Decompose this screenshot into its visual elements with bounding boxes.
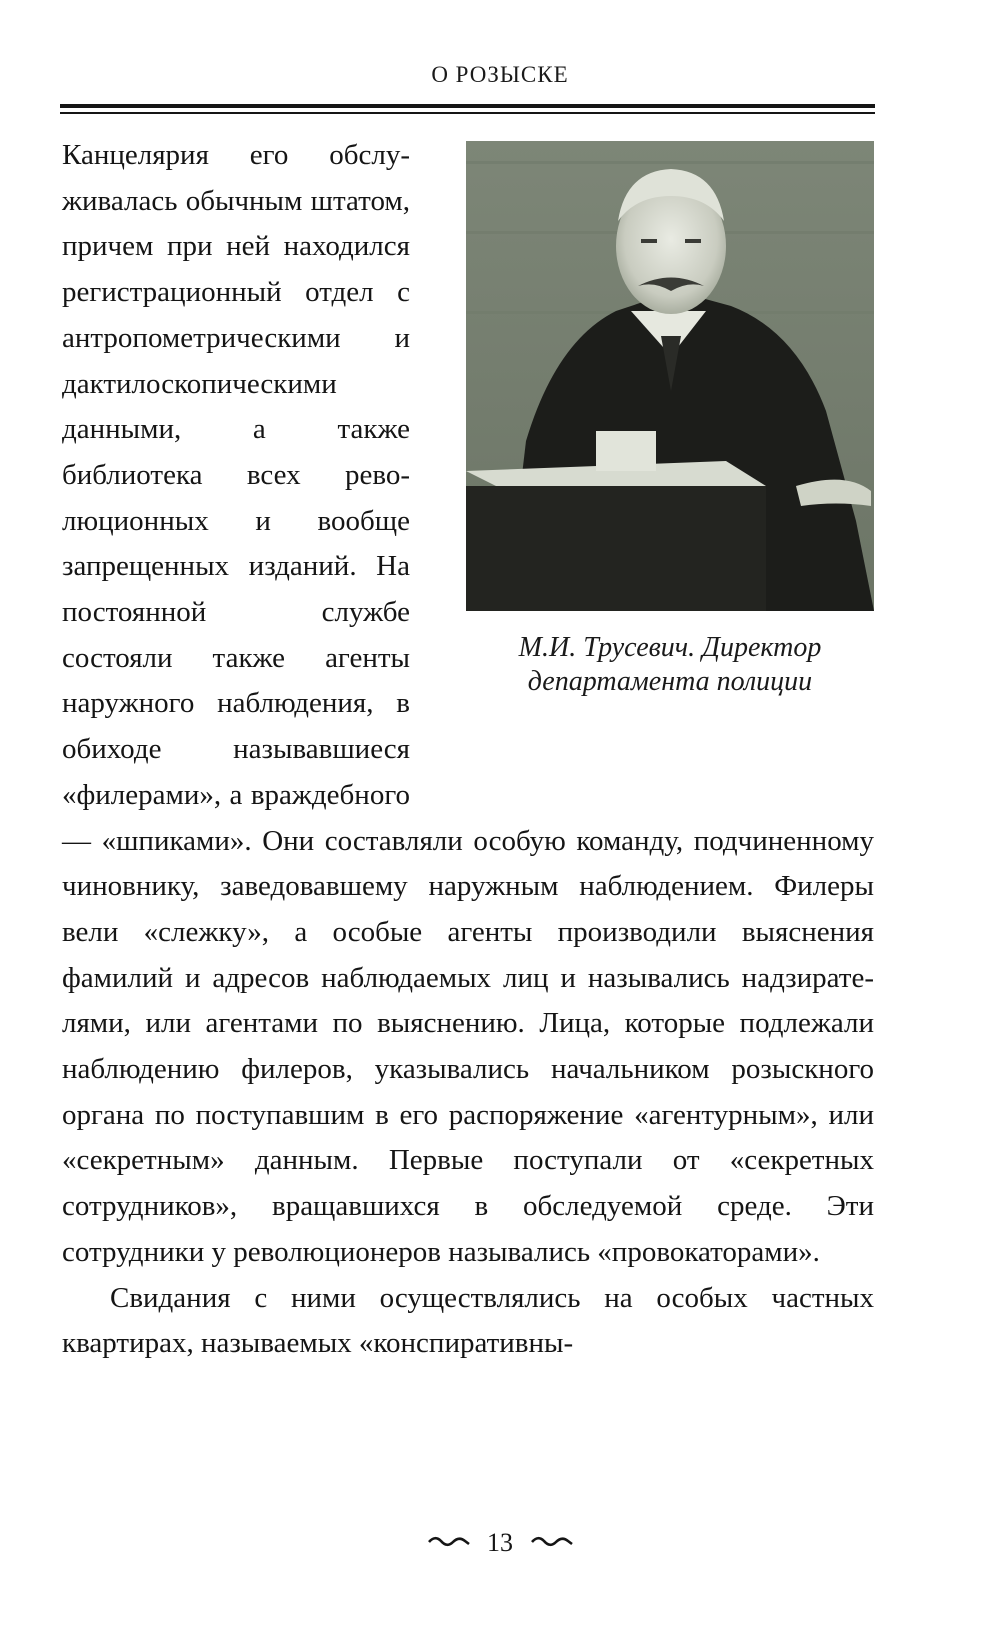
page-number: 13 <box>487 1528 513 1558</box>
paragraph-2: Свидания с ними осуществлялись на особых частных квартирах, называемых «конспиративны- <box>62 1281 874 1360</box>
caption-line-2: департамента полиции <box>527 666 813 697</box>
portrait-illustration <box>466 141 874 611</box>
portrait-photo <box>466 141 874 611</box>
ornament-right-icon <box>530 1528 574 1558</box>
ornament-left-icon <box>427 1528 471 1558</box>
running-title: О РОЗЫСКЕ <box>431 62 569 87</box>
header-rule-thick <box>60 104 875 108</box>
caption-line-1: М.И. Трусевич. Директор <box>518 632 822 663</box>
header-rule-thin <box>60 112 875 114</box>
figure <box>440 141 874 798</box>
photo-caption <box>440 631 874 699</box>
paragraph-1: Канцелярия его обслуживалась обычным штатом, причем при ней находился регистрационный отдел с антропометрическими и дактилоскопическими данными, а также библиотека всех революционных и вообще запрещенных изданий. На постоянной службе состояли также агенты наружного наблюдения, в обиходе называвшиеся «филерами», а враждебного — «шпиками». Они составляли особую команду, подчиненному чиновнику, заведовавшему наружным наблюдением. Филеры вели «слежку», а особые агенты производили выяснения фамилий и адресов наблюдаемых лиц и назывались надзирателями, или агентами по выяснению. Лица, которые подлежали наблюдению филеров, указывались начальником розыскного органа по поступавшим в его распоряжение «агентурным», или «секретным» данным. Первые поступали от «секретных сотрудников», вращавшихся в обследуемой среде. Эти сотрудники у революционеров назывались «провокаторами». <box>62 139 874 1268</box>
body-text <box>62 133 874 1367</box>
page-footer <box>0 1526 1000 1558</box>
